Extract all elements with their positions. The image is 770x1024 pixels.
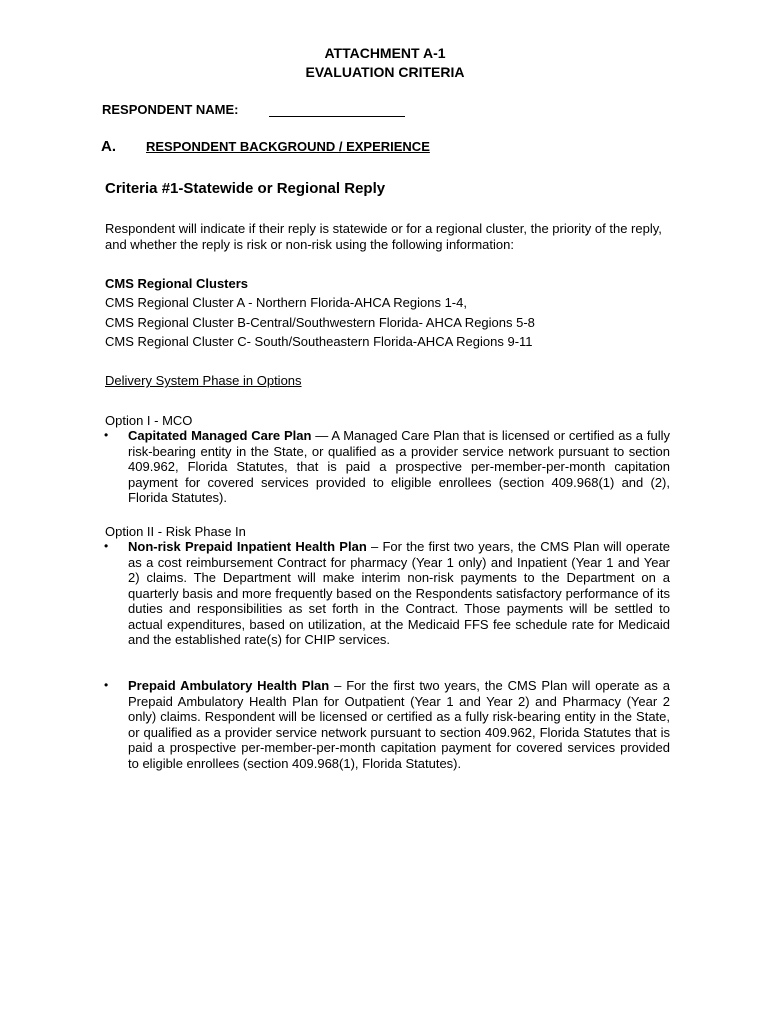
delivery-system-heading: Delivery System Phase in Options (105, 373, 302, 388)
bullet-icon: • (104, 428, 109, 442)
bullet-term: Capitated Managed Care Plan (128, 428, 312, 443)
clusters-heading: CMS Regional Clusters (105, 276, 249, 291)
section-a-heading (101, 138, 430, 156)
bullet-term: Non-risk Prepaid Inpatient Health Plan (128, 539, 367, 554)
option-1-label: Option I - MCO (105, 413, 193, 428)
respondent-name-row (102, 102, 405, 117)
bullet-non-risk-prepaid-inpatient-plan (128, 539, 670, 648)
bullet-description: – For the first two years, the CMS Plan will operate as a cost reimbursement Contract for pharmacy (Year 1 only) and Inpatient (Year 1 and Year 2) claims. The Department will make interim non-risk payments to the Department on a quarterly basis and more frequently based on the Respondents satisfactory performance of its duties and responsibilities as set forth in the Contract. Those payments will be settled to actual expenditures, based on utilization, at the Medicaid FFS fee schedule rate for Medicaid and the established rate(s) for CHIP services. (128, 539, 670, 647)
cluster-item-a: CMS Regional Cluster A - Northern Florida-AHCA Regions 1-4, (105, 295, 467, 310)
bullet-description: — A Managed Care Plan that is licensed or certified as a fully risk-bearing entity in the State, or qualified as a provider service network pursuant to section 409.962, Florida Statutes, that is paid a prospective per-member-per-month capitation payment for covered services provided to eligible enrollees (section 409.968(1) and (2), Florida Statutes). (128, 428, 670, 505)
bullet-capitated-managed-care-plan (128, 428, 670, 506)
attachment-title: ATTACHMENT A-1 (324, 45, 446, 61)
evaluation-criteria-title: EVALUATION CRITERIA (305, 64, 465, 80)
criteria-title: Criteria #1-Statewide or Regional Reply (105, 180, 386, 197)
cluster-item-b: CMS Regional Cluster B-Central/Southwestern Florida- AHCA Regions 5-8 (105, 315, 535, 330)
bullet-icon: • (104, 678, 109, 692)
respondent-name-blank (269, 103, 405, 117)
section-heading: RESPONDENT BACKGROUND / EXPERIENCE (146, 139, 430, 154)
respondent-name-label: RESPONDENT NAME: (102, 102, 239, 117)
criteria-intro-paragraph: Respondent will indicate if their reply is statewide or for a regional cluster, the priority of the reply, and whether the reply is risk or non-risk using the following information: (105, 221, 662, 252)
bullet-icon: • (104, 539, 109, 553)
section-letter: A. (101, 138, 116, 155)
cluster-item-c: CMS Regional Cluster C- South/Southeastern Florida-AHCA Regions 9-11 (105, 334, 533, 349)
bullet-prepaid-ambulatory-health-plan (128, 678, 670, 771)
bullet-term: Prepaid Ambulatory Health Plan (128, 678, 330, 693)
option-2-label: Option II - Risk Phase In (105, 524, 246, 539)
bullet-description: – For the first two years, the CMS Plan will operate as a Prepaid Ambulatory Health Plan for Outpatient (Year 1 and Year 2) and Pharmacy (Year 2 only) claims. Respondent will be licensed or certified as a fully risk-bearing entity in the State, or qualified as a provider service network pursuant to section 409.962, Florida Statutes that is paid a prospective per-member-per-month capitation payment for covered services provided to eligible enrollees (section 409.968(1), Florida Statutes). (128, 678, 670, 771)
